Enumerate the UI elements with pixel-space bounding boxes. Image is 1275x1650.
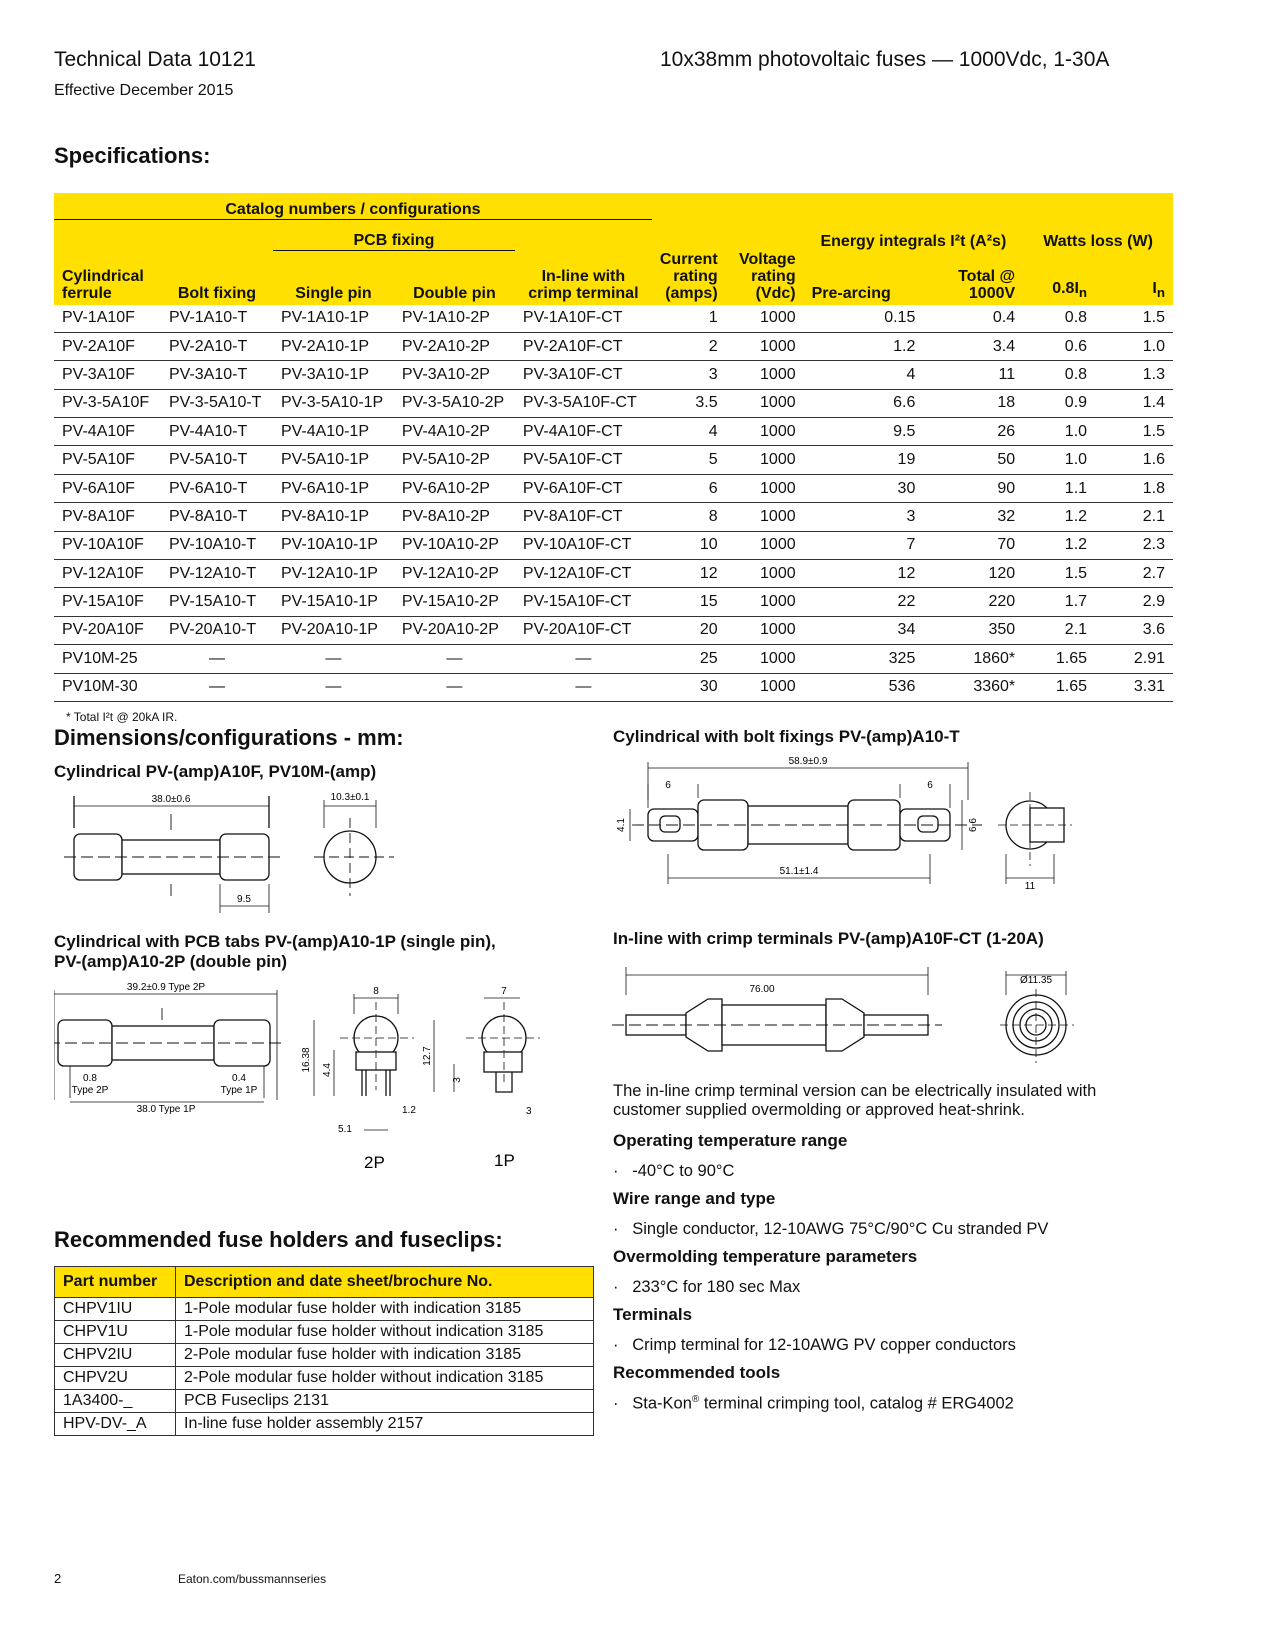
watts-group-header: Watts loss (W) (1023, 220, 1173, 251)
col-total: Total @ 1000V (923, 251, 1023, 305)
spec-cell: PV-12A10-1P (273, 560, 394, 588)
spec-cell: PV-3-5A10-T (161, 389, 273, 417)
col-watts-08in-label: 0.8I (1052, 280, 1079, 298)
holder-part-number: CHPV2IU (55, 1344, 176, 1367)
spec-cell: PV-3A10-1P (273, 361, 394, 389)
spec-cell: — (273, 645, 394, 673)
spec-cell: 1000 (726, 531, 804, 559)
overmolding-text: 233°C for 180 sec Max (632, 1278, 801, 1296)
header-spacer (54, 220, 273, 251)
operating-temp-heading: Operating temperature range (613, 1131, 848, 1150)
spec-cell: PV-5A10-1P (273, 446, 394, 474)
spec-cell: 7 (804, 531, 924, 559)
spec-cell: PV-12A10F (54, 560, 161, 588)
spec-cell: 1000 (726, 389, 804, 417)
spec-cell: 1000 (726, 560, 804, 588)
spec-cell: PV-12A10-2P (394, 560, 515, 588)
spec-cell: PV-20A10-T (161, 616, 273, 644)
spec-cell: PV-1A10-T (161, 305, 273, 333)
label-1p: 1P (494, 1151, 515, 1170)
spec-cell: 19 (804, 446, 924, 474)
cyl-cap-label: 9.5 (237, 894, 251, 905)
operating-temp-text: -40°C to 90°C (632, 1162, 735, 1180)
spec-cell: 32 (923, 503, 1023, 531)
spec-cell: PV-6A10-T (161, 474, 273, 502)
dimensions-heading: Dimensions/configurations - mm: (54, 725, 404, 750)
bolt-fuse-drawing (612, 754, 1112, 919)
spec-cell: 1.5 (1095, 418, 1173, 446)
spec-row (54, 616, 1173, 644)
spec-cell: — (515, 673, 652, 701)
spec-cell: PV-15A10F (54, 588, 161, 616)
p1-height2-label: 3 (452, 1077, 463, 1083)
spec-cell: 4 (804, 361, 924, 389)
spec-cell: 1.8 (1095, 474, 1173, 502)
spec-row (54, 645, 1173, 673)
spec-cell: PV-15A10-2P (394, 588, 515, 616)
spec-cell: PV-10A10-2P (394, 531, 515, 559)
spec-cell: PV-3-5A10F (54, 389, 161, 417)
spec-cell: PV-2A10F (54, 332, 161, 360)
p2-height2-label: 4.4 (322, 1063, 333, 1077)
spec-cell: 536 (804, 673, 924, 701)
spec-row (54, 474, 1173, 502)
spec-cell: 120 (923, 560, 1023, 588)
specifications-table (54, 193, 1173, 702)
spec-cell: 18 (923, 389, 1023, 417)
spec-cell: — (161, 645, 273, 673)
spec-cell: 30 (652, 673, 726, 701)
crimp-title: In-line with crimp terminals PV-(amp)A10F-CT (1-20A) (613, 929, 1044, 948)
spec-cell: PV-6A10F (54, 474, 161, 502)
holder-part-number: CHPV1IU (55, 1298, 176, 1321)
holder-row (55, 1367, 594, 1390)
bolt-height-left-label: 4.1 (616, 818, 627, 832)
overmolding-heading: Overmolding temperature parameters (613, 1247, 918, 1266)
col-watts-08in-sub: n (1078, 285, 1088, 301)
terminals-text: Crimp terminal for 12-10AWG PV copper conductors (632, 1336, 1016, 1354)
tools-reg-mark: ® (691, 1394, 700, 1405)
spec-cell: 1.6 (1095, 446, 1173, 474)
bolt-height-right-label: 6.6 (968, 818, 979, 832)
spec-cell: 1000 (726, 361, 804, 389)
spec-cell: PV-3A10-T (161, 361, 273, 389)
spec-cell: 12 (804, 560, 924, 588)
spec-cell: 1000 (726, 588, 804, 616)
spec-row (54, 588, 1173, 616)
overmolding-item: · 233°C for 180 sec Max (613, 1278, 801, 1296)
spec-cell: 34 (804, 616, 924, 644)
bolt-tab-left-label: 6 (665, 780, 671, 791)
spec-cell: 1 (652, 305, 726, 333)
spec-cell: 1860* (923, 645, 1023, 673)
label-2p: 2P (364, 1153, 385, 1172)
spec-cell: 1.0 (1095, 332, 1173, 360)
spec-cell: PV-3A10-2P (394, 361, 515, 389)
spec-cell: PV-20A10F-CT (515, 616, 652, 644)
pcb-bottom-label: 38.0 Type 1P (136, 1104, 196, 1115)
spec-cell: 26 (923, 418, 1023, 446)
spec-cell: 2 (652, 332, 726, 360)
spec-cell: 22 (804, 588, 924, 616)
spec-cell: 9.5 (804, 418, 924, 446)
spec-cell: PV-2A10-T (161, 332, 273, 360)
spec-cell: PV-3A10F (54, 361, 161, 389)
spec-cell: 1.3 (1095, 361, 1173, 389)
spec-cell: PV-2A10-2P (394, 332, 515, 360)
spec-cell: PV-1A10-2P (394, 305, 515, 333)
spec-cell: 0.4 (923, 305, 1023, 333)
col-watts-in-sub: n (1156, 285, 1165, 301)
spec-cell: PV-4A10-1P (273, 418, 394, 446)
p2-spacing-label: 5.1 (338, 1124, 352, 1135)
spec-cell: 220 (923, 588, 1023, 616)
pcb-right-value: 0.4 (232, 1073, 246, 1084)
spec-cell: 1000 (726, 616, 804, 644)
spec-cell: — (273, 673, 394, 701)
spec-cell: 1000 (726, 503, 804, 531)
spec-cell: PV-5A10-T (161, 446, 273, 474)
col-current: Current rating (amps) (652, 251, 726, 305)
crimp-diameter-label: Ø11.35 (1019, 975, 1053, 986)
terminals-heading: Terminals (613, 1305, 693, 1324)
holder-row (55, 1344, 594, 1367)
pcb-left-type: Type 2P (71, 1085, 109, 1096)
spec-cell: 6 (652, 474, 726, 502)
col-voltage: Voltage rating (Vdc) (726, 251, 804, 305)
crimp-fuse-drawing (612, 955, 1112, 1070)
spec-row (54, 503, 1173, 531)
spec-cell: 1.0 (1023, 446, 1095, 474)
holders-heading: Recommended fuse holders and fuseclips: (54, 1227, 503, 1252)
pcb-title (54, 932, 496, 972)
spec-cell: PV-8A10F-CT (515, 503, 652, 531)
header-spacer (515, 220, 804, 251)
spec-cell: 90 (923, 474, 1023, 502)
spec-cell: PV-6A10-2P (394, 474, 515, 502)
table-footnote: * Total I²t @ 20kA IR. (66, 710, 178, 724)
holder-description: In-line fuse holder assembly 2157 (176, 1413, 594, 1436)
spec-cell: 15 (652, 588, 726, 616)
spec-cell: PV-3-5A10-1P (273, 389, 394, 417)
spec-cell: 325 (804, 645, 924, 673)
spec-cell: 3 (652, 361, 726, 389)
spec-cell: 70 (923, 531, 1023, 559)
spec-cell: 3.5 (652, 389, 726, 417)
holder-part-number: CHPV2U (55, 1367, 176, 1390)
spec-cell: PV-8A10-1P (273, 503, 394, 531)
holder-description: 1-Pole modular fuse holder without indication 3185 (176, 1321, 594, 1344)
spec-cell: 0.6 (1023, 332, 1095, 360)
pcb-group-header: PCB fixing (273, 220, 515, 251)
footer-url[interactable]: Eaton.com/bussmannseries (178, 1572, 327, 1586)
spec-cell: 30 (804, 474, 924, 502)
bolt-title: Cylindrical with bolt fixings PV-(amp)A10-T (613, 727, 960, 746)
spec-cell: 50 (923, 446, 1023, 474)
holder-description: PCB Fuseclips 2131 (176, 1390, 594, 1413)
spec-cell: PV-12A10F-CT (515, 560, 652, 588)
cyl-length-label: 38.0±0.6 (151, 794, 191, 805)
tools-brand: Sta-Kon (632, 1394, 692, 1413)
col-prearc: Pre-arcing (804, 251, 924, 305)
spec-cell: 1000 (726, 332, 804, 360)
holders-col-desc: Description and date sheet/brochure No. (176, 1267, 594, 1298)
spec-cell: 0.8 (1023, 361, 1095, 389)
wire-range-text: Single conductor, 12-10AWG 75°C/90°C Cu stranded PV (632, 1220, 1049, 1238)
bolt-side-label: 11 (1024, 881, 1036, 892)
tools-text: terminal crimping tool, catalog # ERG4002 (699, 1394, 1014, 1413)
p1-height-label: 12.7 (422, 1046, 433, 1066)
col-watts-08in (1023, 251, 1095, 305)
terminals-item: · Crimp terminal for 12-10AWG PV copper conductors (613, 1336, 1016, 1354)
spec-row (54, 418, 1173, 446)
col-watts-in-label: I (1152, 280, 1157, 298)
pcb-title-line2: PV-(amp)A10-2P (double pin) (54, 952, 287, 971)
p2-height-label: 16.38 (301, 1047, 312, 1073)
spec-cell: 3.31 (1095, 673, 1173, 701)
cylindrical-fuse-drawing (54, 788, 434, 948)
holder-row (55, 1413, 594, 1436)
holder-part-number: 1A3400-_ (55, 1390, 176, 1413)
spec-cell: PV-15A10F-CT (515, 588, 652, 616)
spec-cell: 1.1 (1023, 474, 1095, 502)
col-bolt: Bolt fixing (161, 251, 273, 305)
spec-cell: PV-4A10-2P (394, 418, 515, 446)
col-inline: In-line with crimp terminal (515, 251, 652, 305)
holders-table (54, 1266, 594, 1436)
spec-cell: 1.65 (1023, 673, 1095, 701)
spec-cell: PV-3-5A10-2P (394, 389, 515, 417)
tools-heading: Recommended tools (613, 1363, 781, 1382)
crimp-length-label: 76.00 (749, 984, 775, 995)
tools-item: · Sta-Kon® terminal crimping tool, catalog # ERG4002 (613, 1394, 1014, 1413)
spec-row (54, 305, 1173, 333)
spec-cell: PV-8A10F (54, 503, 161, 531)
spec-row (54, 560, 1173, 588)
spec-cell: PV-3A10F-CT (515, 361, 652, 389)
bolt-bottom-label: 51.1±1.4 (779, 866, 819, 877)
spec-cell: — (394, 645, 515, 673)
spec-row (54, 332, 1173, 360)
bolt-tab-right-label: 6 (927, 780, 933, 791)
holder-description: 2-Pole modular fuse holder without indication 3185 (176, 1367, 594, 1390)
spec-cell: 5 (652, 446, 726, 474)
spec-cell: PV-15A10-T (161, 588, 273, 616)
spec-cell: PV-5A10-2P (394, 446, 515, 474)
spec-row (54, 446, 1173, 474)
col-single-pin: Single pin (273, 251, 394, 305)
spec-cell: 1.0 (1023, 418, 1095, 446)
spec-cell: 12 (652, 560, 726, 588)
spec-cell: PV-20A10-2P (394, 616, 515, 644)
spec-cell: 1000 (726, 474, 804, 502)
catalog-group-header: Catalog numbers / configurations (54, 193, 652, 220)
spec-cell: 25 (652, 645, 726, 673)
spec-cell: — (515, 645, 652, 673)
spec-cell: 1000 (726, 446, 804, 474)
spec-cell: 0.8 (1023, 305, 1095, 333)
bolt-top-label: 58.9±0.9 (788, 756, 828, 767)
p2-pin-label: 1.2 (402, 1105, 416, 1116)
p2-width-label: 8 (373, 986, 379, 997)
spec-cell: — (394, 673, 515, 701)
spec-cell: PV-10A10F-CT (515, 531, 652, 559)
wire-range-item: · Single conductor, 12-10AWG 75°C/90°C Cu stranded PV (613, 1220, 1049, 1238)
col-double-pin: Double pin (394, 251, 515, 305)
col-cylindrical: Cylindrical ferrule (54, 251, 161, 305)
spec-cell: 3.6 (1095, 616, 1173, 644)
spec-cell: 2.91 (1095, 645, 1173, 673)
spec-cell: PV-6A10-1P (273, 474, 394, 502)
spec-cell: PV-10A10-T (161, 531, 273, 559)
spec-cell: 1.7 (1023, 588, 1095, 616)
spec-cell: PV-1A10F-CT (515, 305, 652, 333)
spec-row (54, 531, 1173, 559)
holders-col-part: Part number (55, 1267, 176, 1298)
holder-part-number: CHPV1U (55, 1321, 176, 1344)
holder-row (55, 1321, 594, 1344)
spec-cell: 1000 (726, 305, 804, 333)
pcb-right-type: Type 1P (220, 1085, 258, 1096)
spec-cell: 2.9 (1095, 588, 1173, 616)
holder-description: 2-Pole modular fuse holder with indication 3185 (176, 1344, 594, 1367)
spec-cell: PV-10A10-1P (273, 531, 394, 559)
cylindrical-title: Cylindrical PV-(amp)A10F, PV10M-(amp) (54, 762, 377, 781)
spec-cell: PV-1A10-1P (273, 305, 394, 333)
spec-cell: PV-5A10F (54, 446, 161, 474)
pcb-title-line1: Cylindrical with PCB tabs PV-(amp)A10-1P (single pin), (54, 932, 496, 951)
effective-date: Effective December 2015 (54, 82, 234, 99)
spec-cell: 1000 (726, 418, 804, 446)
pcb-left-value: 0.8 (83, 1073, 97, 1084)
cyl-diameter-label: 10.3±0.1 (330, 792, 370, 803)
specifications-heading: Specifications: (54, 143, 211, 168)
spec-cell: 1.5 (1095, 305, 1173, 333)
spec-cell: 20 (652, 616, 726, 644)
spec-cell: 3 (804, 503, 924, 531)
holder-description: 1-Pole modular fuse holder with indication 3185 (176, 1298, 594, 1321)
spec-cell: PV-15A10-1P (273, 588, 394, 616)
spec-cell: 6.6 (804, 389, 924, 417)
spec-cell: 8 (652, 503, 726, 531)
spec-cell: 1.65 (1023, 645, 1095, 673)
p1-pin-label: 3 (526, 1106, 532, 1117)
holder-row (55, 1298, 594, 1321)
spec-cell: 4 (652, 418, 726, 446)
spec-cell: PV-1A10F (54, 305, 161, 333)
document-title: Technical Data 10121 (54, 48, 256, 71)
pcb-fuse-drawing (54, 980, 574, 1180)
spec-cell: 1000 (726, 645, 804, 673)
spec-cell: 1000 (726, 673, 804, 701)
pcb-top-label: 39.2±0.9 Type 2P (126, 982, 206, 993)
spec-cell: PV-8A10-2P (394, 503, 515, 531)
holder-row (55, 1390, 594, 1413)
spec-cell: PV-8A10-T (161, 503, 273, 531)
spec-cell: 3360* (923, 673, 1023, 701)
spec-cell: 2.1 (1023, 616, 1095, 644)
spec-cell: PV-4A10-T (161, 418, 273, 446)
spec-cell: PV-20A10F (54, 616, 161, 644)
p1-width-label: 7 (501, 986, 507, 997)
spec-cell: 0.15 (804, 305, 924, 333)
spec-cell: 0.9 (1023, 389, 1095, 417)
spec-cell: PV-6A10F-CT (515, 474, 652, 502)
spec-cell: 10 (652, 531, 726, 559)
spec-cell: 1.2 (804, 332, 924, 360)
spec-cell: — (161, 673, 273, 701)
spec-cell: PV-4A10F (54, 418, 161, 446)
col-watts-in (1095, 251, 1173, 305)
insulation-note: The in-line crimp terminal version can be electrically insulated with customer supplied overmolding or approved heat-shrink. (613, 1082, 1097, 1119)
spec-cell: PV-10A10F (54, 531, 161, 559)
spec-cell: 3.4 (923, 332, 1023, 360)
spec-cell: PV-5A10F-CT (515, 446, 652, 474)
spec-cell: 2.7 (1095, 560, 1173, 588)
header-spacer (652, 193, 1173, 220)
spec-cell: 1.2 (1023, 531, 1095, 559)
spec-cell: 2.3 (1095, 531, 1173, 559)
spec-cell: 1.5 (1023, 560, 1095, 588)
spec-cell: PV-12A10-T (161, 560, 273, 588)
spec-row (54, 389, 1173, 417)
spec-row (54, 361, 1173, 389)
operating-temp-item: · -40°C to 90°C (613, 1162, 735, 1180)
spec-cell: PV-3-5A10F-CT (515, 389, 652, 417)
spec-cell: 2.1 (1095, 503, 1173, 531)
holder-part-number: HPV-DV-_A (55, 1413, 176, 1436)
energy-group-header: Energy integrals I²t (A²s) (804, 220, 1024, 251)
spec-cell: PV-20A10-1P (273, 616, 394, 644)
page-number: 2 (54, 1571, 62, 1586)
spec-row (54, 673, 1173, 701)
wire-range-heading: Wire range and type (613, 1189, 776, 1208)
spec-cell: PV-4A10F-CT (515, 418, 652, 446)
spec-cell: PV-2A10-1P (273, 332, 394, 360)
spec-cell: 1.4 (1095, 389, 1173, 417)
spec-cell: PV10M-30 (54, 673, 161, 701)
spec-cell: PV10M-25 (54, 645, 161, 673)
spec-cell: 350 (923, 616, 1023, 644)
product-title: 10x38mm photovoltaic fuses — 1000Vdc, 1-30A (660, 48, 1110, 71)
spec-cell: 1.2 (1023, 503, 1095, 531)
spec-cell: PV-2A10F-CT (515, 332, 652, 360)
spec-cell: 11 (923, 361, 1023, 389)
